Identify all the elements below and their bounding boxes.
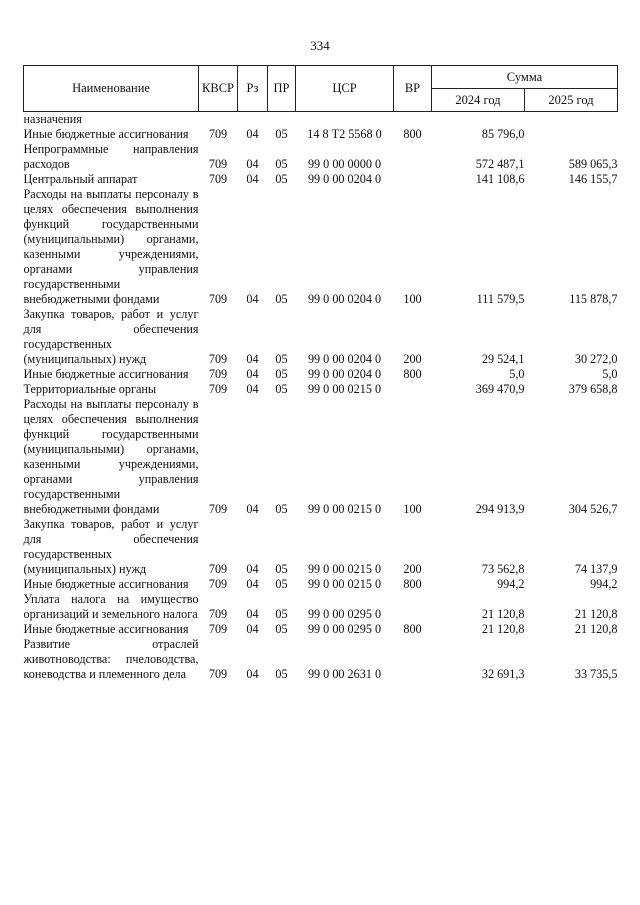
row-name: Развитие отраслей животноводства: пчеловодства, коневодства и племенного дела [23, 637, 199, 681]
row-amount-2024: 73 562,8 [481, 562, 525, 576]
row-amount-2025: 379 658,8 [568, 382, 618, 396]
table-row [24, 592, 618, 622]
row-pr: 05 [275, 172, 288, 186]
row-name: Расходы на выплаты персоналу в целях обеспечения выполнения функций государственными (муниципальными) органами, казенными учреждениями, органами управления государственными внебюджетными фондами [23, 397, 199, 516]
row-vr [394, 172, 432, 187]
table-body [24, 112, 618, 683]
row-amount-2025: 304 526,7 [568, 502, 618, 516]
row-pr: 05 [275, 607, 288, 621]
row-amount-2024: 994,2 [497, 577, 525, 591]
row-amount-2025: 30 272,0 [574, 352, 618, 366]
row-pr: 05 [275, 577, 288, 591]
table-row [24, 367, 618, 382]
row-vr: 100 [403, 292, 422, 306]
header-name: Наименование [24, 66, 199, 112]
row-csr: 99 0 00 0215 0 [307, 577, 382, 591]
header-csr: ЦСР [296, 66, 394, 112]
table-row [24, 577, 618, 592]
row-csr: 14 8 Т2 5568 0 [307, 127, 382, 141]
row-amount-2025: 21 120,8 [574, 622, 618, 636]
row-kvsr: 709 [208, 157, 228, 171]
row-rz: 04 [246, 502, 259, 516]
row-name: назначения [23, 112, 82, 126]
budget-table [23, 65, 618, 682]
row-csr: 99 0 00 0215 0 [307, 382, 382, 396]
row-csr: 99 0 00 0295 0 [307, 607, 382, 621]
row-kvsr [199, 112, 238, 128]
row-kvsr: 709 [208, 562, 228, 576]
table-row [24, 622, 618, 637]
row-rz: 04 [246, 562, 259, 576]
row-name: Иные бюджетные ассигнования [23, 127, 189, 141]
table-row [24, 112, 618, 128]
row-amount-2024: 141 108,6 [475, 172, 525, 186]
row-kvsr: 709 [208, 292, 228, 306]
row-amount-2024: 572 487,1 [475, 157, 525, 171]
row-rz: 04 [246, 577, 259, 591]
header-year-2025: 2025 год [525, 89, 618, 112]
row-rz: 04 [246, 157, 259, 171]
row-vr: 100 [403, 502, 422, 516]
table-row [24, 172, 618, 187]
row-name: Расходы на выплаты персоналу в целях обеспечения выполнения функций государственными (муниципальными) органами, казенными учреждениями, органами управления государственными внебюджетными фондами [23, 187, 199, 306]
row-pr: 05 [275, 292, 288, 306]
row-pr: 05 [275, 502, 288, 516]
row-kvsr: 709 [208, 172, 228, 186]
row-amount-2025: 589 065,3 [568, 157, 618, 171]
row-kvsr: 709 [208, 382, 228, 396]
row-amount-2024: 5,0 [509, 367, 525, 381]
row-amount-2025: 33 735,5 [574, 667, 618, 681]
row-rz: 04 [246, 622, 259, 636]
row-rz: 04 [246, 607, 259, 621]
row-kvsr: 709 [208, 127, 228, 141]
page-number: 334 [310, 38, 330, 53]
row-vr: 800 [403, 577, 422, 591]
row-amount-2024: 21 120,8 [481, 607, 525, 621]
row-vr [394, 112, 432, 128]
row-rz: 04 [246, 127, 259, 141]
row-vr [394, 142, 432, 172]
row-rz: 04 [246, 367, 259, 381]
row-csr: 99 0 00 0295 0 [307, 622, 382, 636]
row-name: Закупка товаров, работ и услуг для обеспечения государственных (муниципальных) нужд [23, 517, 199, 576]
row-pr: 05 [275, 127, 288, 141]
row-amount-2024: 21 120,8 [481, 622, 525, 636]
row-amount-2025: 115 878,7 [569, 292, 618, 306]
row-amount-2025: 994,2 [590, 577, 618, 591]
row-kvsr: 709 [208, 367, 228, 381]
row-name: Уплата налога на имущество организаций и земельного налога [23, 592, 199, 621]
row-vr: 200 [403, 352, 422, 366]
row-name: Закупка товаров, работ и услуг для обеспечения государственных (муниципальных) нужд [23, 307, 199, 366]
row-vr: 800 [403, 622, 422, 636]
row-csr: 99 0 00 0204 0 [307, 367, 382, 381]
row-pr: 05 [275, 562, 288, 576]
row-csr [296, 112, 394, 128]
table-row [24, 187, 618, 307]
row-name: Иные бюджетные ассигнования [23, 367, 189, 381]
header-kvsr: КВСР [199, 66, 238, 112]
header-pr: ПР [268, 66, 296, 112]
row-pr: 05 [275, 382, 288, 396]
table-row [24, 127, 618, 142]
row-rz: 04 [246, 292, 259, 306]
table-row [24, 397, 618, 517]
row-csr: 99 0 00 0215 0 [307, 562, 382, 576]
row-csr: 99 0 00 2631 0 [307, 667, 382, 681]
table-row [24, 142, 618, 172]
row-amount-2024: 29 524,1 [481, 352, 525, 366]
header-rz: Рз [238, 66, 268, 112]
row-rz: 04 [246, 172, 259, 186]
row-kvsr: 709 [208, 502, 228, 516]
row-vr: 800 [403, 367, 422, 381]
row-pr: 05 [275, 367, 288, 381]
row-amount-2024: 369 470,9 [475, 382, 525, 396]
table-row [24, 637, 618, 682]
row-vr: 200 [403, 562, 422, 576]
row-pr: 05 [275, 622, 288, 636]
header-year-2024: 2024 год [432, 89, 525, 112]
row-amount-2024: 294 913,9 [475, 502, 525, 516]
row-name: Центральный аппарат [23, 172, 138, 186]
row-amount-2024 [432, 112, 525, 128]
row-pr: 05 [275, 352, 288, 366]
row-kvsr: 709 [208, 607, 228, 621]
row-amount-2024: 111 579,5 [476, 292, 525, 306]
table-row [24, 517, 618, 577]
row-amount-2025: 5,0 [602, 367, 618, 381]
row-amount-2025 [525, 112, 618, 128]
row-csr: 99 0 00 0204 0 [307, 292, 382, 306]
row-name: Территориальные органы [23, 382, 157, 396]
row-amount-2025: 74 137,9 [574, 562, 618, 576]
row-kvsr: 709 [208, 667, 228, 681]
row-kvsr: 709 [208, 622, 228, 636]
row-amount-2025: 146 155,7 [568, 172, 618, 186]
table-row [24, 382, 618, 397]
row-rz [238, 112, 268, 128]
row-vr: 800 [403, 127, 422, 141]
row-amount-2024: 85 796,0 [481, 127, 525, 141]
row-csr: 99 0 00 0215 0 [307, 502, 382, 516]
row-amount-2024: 32 691,3 [481, 667, 525, 681]
row-pr: 05 [275, 157, 288, 171]
header-sum: Сумма [432, 66, 618, 89]
row-amount-2025 [525, 127, 618, 142]
row-vr [394, 592, 432, 622]
row-name: Иные бюджетные ассигнования [23, 622, 189, 636]
header-vr: ВР [394, 66, 432, 112]
row-pr: 05 [275, 667, 288, 681]
row-rz: 04 [246, 667, 259, 681]
row-name: Непрограммные направления расходов [23, 142, 199, 171]
row-kvsr: 709 [208, 577, 228, 591]
row-csr: 99 0 00 0204 0 [307, 172, 382, 186]
row-csr: 99 0 00 0204 0 [307, 352, 382, 366]
row-kvsr: 709 [208, 352, 228, 366]
row-vr [394, 382, 432, 397]
row-csr: 99 0 00 0000 0 [307, 157, 382, 171]
row-amount-2025: 21 120,8 [574, 607, 618, 621]
table-row [24, 307, 618, 367]
row-rz: 04 [246, 382, 259, 396]
row-pr [268, 112, 296, 128]
row-name: Иные бюджетные ассигнования [23, 577, 189, 591]
row-vr [394, 637, 432, 682]
row-rz: 04 [246, 352, 259, 366]
